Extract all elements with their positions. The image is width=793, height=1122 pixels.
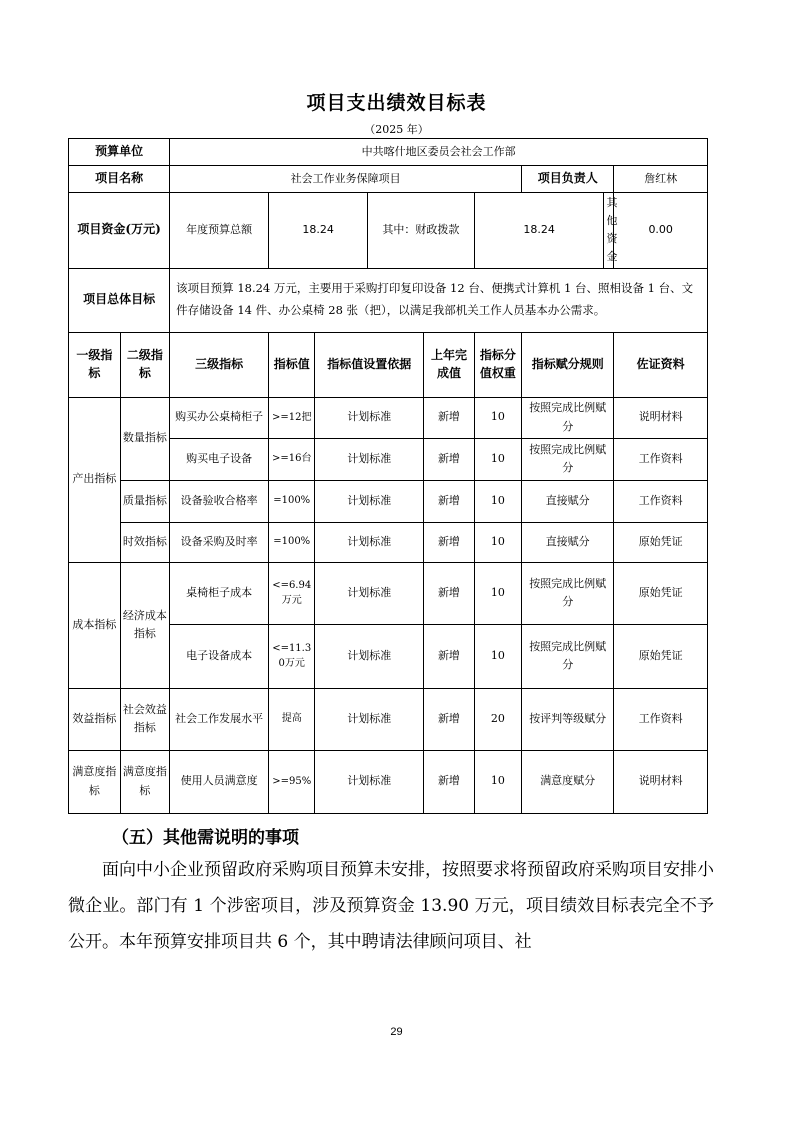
row-basis: 计划标准 [315,562,424,624]
row-last: 新增 [424,438,475,480]
table-row [69,480,708,522]
row-last: 新增 [424,624,475,688]
body-text: 面向中小企业预留政府采购项目预算未安排，按照要求将预留政府采购项目安排小微企业。部门有 1 个涉密项目，涉及预算资金 13.90 万元，项目绩效目标表完全不予公开。本年预算安排项目共 6 个，其中聘请法律顾问项目、社 [68,860,714,952]
project-leader-label: 项目负责人 [522,166,614,193]
group-social-benefit: 社会效益指标 [120,688,170,750]
header-level2: 二级指标 [120,332,170,397]
fiscal-value: 18.24 [474,193,604,269]
row-last: 新增 [424,522,475,562]
row-weight: 10 [474,397,521,438]
table-row [69,397,708,438]
group-benefit: 效益指标 [69,688,121,750]
row-evidence: 说明材料 [614,397,708,438]
annual-total-label: 年度预算总额 [170,193,269,269]
row-evidence: 工作资料 [614,688,708,750]
project-name-row [69,166,708,193]
row-rule: 按照完成比例赋分 [522,562,614,624]
row-l3: 设备采购及时率 [170,522,269,562]
header-value: 指标值 [269,332,315,397]
row-l3: 电子设备成本 [170,624,269,688]
row-last: 新增 [424,688,475,750]
goal-text: 该项目预算 18.24 万元，主要用于采购打印复印设备 12 台、便携式计算机 1 台、照相设备 1 台、文件存储设备 14 件、办公桌椅 28 张（把），以满足我部机关工作人员基本办公需求。 [170,268,708,332]
row-basis: 计划标准 [315,438,424,480]
row-evidence: 说明材料 [614,750,708,813]
row-rule: 按照完成比例赋分 [522,397,614,438]
table-year: （2025 年） [364,123,429,136]
row-value: >=95% [269,750,315,813]
row-weight: 10 [474,562,521,624]
group-satisfaction-sub: 满意度指标 [120,750,170,813]
row-last: 新增 [424,480,475,522]
fiscal-label: 其中：财政拨款 [368,193,475,269]
section-heading: （五）其他需说明的事项 [112,828,299,848]
row-weight: 20 [474,688,521,750]
header-basis: 指标值设置依据 [315,332,424,397]
project-name-label: 项目名称 [69,166,170,193]
row-last: 新增 [424,562,475,624]
row-value: =100% [269,522,315,562]
goal-label: 项目总体目标 [69,268,170,332]
other-funds-label: 其他资金 [604,193,614,269]
project-name-value: 社会工作业务保障项目 [170,166,522,193]
row-l3: 使用人员满意度 [170,750,269,813]
table-row [69,750,708,813]
row-value: <=6.94万元 [269,562,315,624]
row-evidence: 工作资料 [614,438,708,480]
table-title: 项目支出绩效目标表 [306,92,487,114]
row-weight: 10 [474,750,521,813]
group-quality: 质量指标 [120,480,170,522]
row-weight: 10 [474,522,521,562]
group-economic-cost: 经济成本指标 [120,562,170,688]
row-l3: 社会工作发展水平 [170,688,269,750]
group-output: 产出指标 [69,397,121,562]
row-evidence: 工作资料 [614,480,708,522]
table-row [69,562,708,624]
project-leader-value: 詹红林 [614,166,708,193]
header-weight: 指标分值权重 [474,332,521,397]
row-basis: 计划标准 [315,480,424,522]
row-value: <=11.30万元 [269,624,315,688]
row-weight: 10 [474,438,521,480]
row-value: >=16台 [269,438,315,480]
page-number: 29 [390,1026,403,1038]
row-rule: 按照完成比例赋分 [522,624,614,688]
row-rule: 直接赋分 [522,522,614,562]
header-last-year: 上年完成值 [424,332,475,397]
row-rule: 满意度赋分 [522,750,614,813]
performance-table [68,138,708,814]
row-last: 新增 [424,750,475,813]
table-row [69,522,708,562]
group-cost: 成本指标 [69,562,121,688]
header-row [69,332,708,397]
row-evidence: 原始凭证 [614,522,708,562]
row-value: >=12把 [269,397,315,438]
funds-label: 项目资金(万元) [69,193,170,269]
row-value: 提高 [269,688,315,750]
row-basis: 计划标准 [315,522,424,562]
row-l3: 桌椅柜子成本 [170,562,269,624]
row-weight: 10 [474,480,521,522]
budget-unit-label: 预算单位 [69,139,170,166]
budget-unit-value: 中共喀什地区委员会社会工作部 [170,139,708,166]
row-basis: 计划标准 [315,624,424,688]
header-level3: 三级指标 [170,332,269,397]
body-paragraph [68,852,714,960]
row-rule: 按评判等级赋分 [522,688,614,750]
header-level1: 一级指标 [69,332,121,397]
funds-row [69,193,708,269]
other-funds-value: 0.00 [614,193,708,269]
header-evidence: 佐证资料 [614,332,708,397]
group-quantity: 数量指标 [120,397,170,480]
row-rule: 直接赋分 [522,480,614,522]
row-basis: 计划标准 [315,397,424,438]
annual-total-value: 18.24 [269,193,368,269]
row-evidence: 原始凭证 [614,624,708,688]
budget-unit-row [69,139,708,166]
row-value: =100% [269,480,315,522]
row-l3: 设备验收合格率 [170,480,269,522]
row-basis: 计划标准 [315,750,424,813]
header-rule: 指标赋分规则 [522,332,614,397]
goal-row [69,268,708,332]
group-timeliness: 时效指标 [120,522,170,562]
row-last: 新增 [424,397,475,438]
row-basis: 计划标准 [315,688,424,750]
row-l3: 购买办公桌椅柜子 [170,397,269,438]
row-l3: 购买电子设备 [170,438,269,480]
table-row [69,688,708,750]
row-weight: 10 [474,624,521,688]
group-satisfaction: 满意度指标 [69,750,121,813]
row-evidence: 原始凭证 [614,562,708,624]
row-rule: 按照完成比例赋分 [522,438,614,480]
